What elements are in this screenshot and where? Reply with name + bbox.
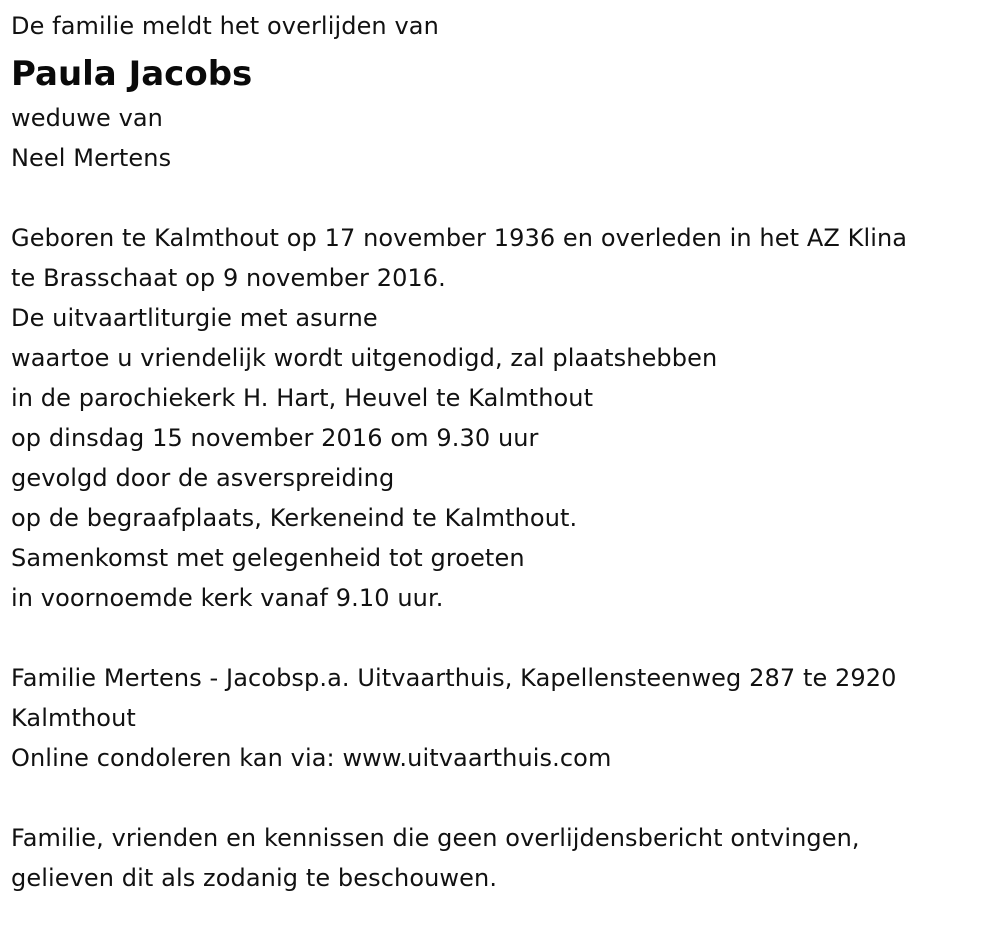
spacer (11, 178, 996, 218)
relation-line: weduwe van (11, 104, 163, 132)
spouse-name: Neel Mertens (11, 144, 172, 172)
spacer (11, 618, 996, 658)
body-line: op dinsdag 15 november 2016 om 9.30 uur (11, 424, 539, 452)
body-line: op de begraafplaats, Kerkeneind te Kalmthout. (11, 504, 578, 532)
death-notice (11, 6, 996, 898)
body-line: te Brasschaat op 9 november 2016. (11, 264, 446, 292)
closing-line: Familie, vrienden en kennissen die geen overlijdensbericht ontvingen, (11, 824, 860, 852)
body-line: waartoe u vriendelijk wordt uitgenodigd, zal plaatshebben (11, 344, 718, 372)
intro-text: De familie meldt het overlijden van (11, 12, 439, 40)
body-line: in de parochiekerk H. Hart, Heuvel te Kalmthout (11, 384, 594, 412)
deceased-name: Paula Jacobs (11, 54, 253, 94)
body-line: Samenkomst met gelegenheid tot groeten (11, 544, 525, 572)
body-line: De uitvaartliturgie met asurne (11, 304, 378, 332)
body-line: gevolgd door de asverspreiding (11, 464, 395, 492)
condolence-link-line: Online condoleren kan via: www.uitvaarthuis.com (11, 744, 612, 772)
contact-line: Familie Mertens - Jacobsp.a. Uitvaarthuis, Kapellensteenweg 287 te 2920 (11, 664, 897, 692)
body-line: Geboren te Kalmthout op 17 november 1936 en overleden in het AZ Klina (11, 224, 908, 252)
closing-line: gelieven dit als zodanig te beschouwen. (11, 864, 498, 892)
spacer (11, 778, 996, 818)
contact-line: Kalmthout (11, 704, 136, 732)
body-line: in voornoemde kerk vanaf 9.10 uur. (11, 584, 444, 612)
